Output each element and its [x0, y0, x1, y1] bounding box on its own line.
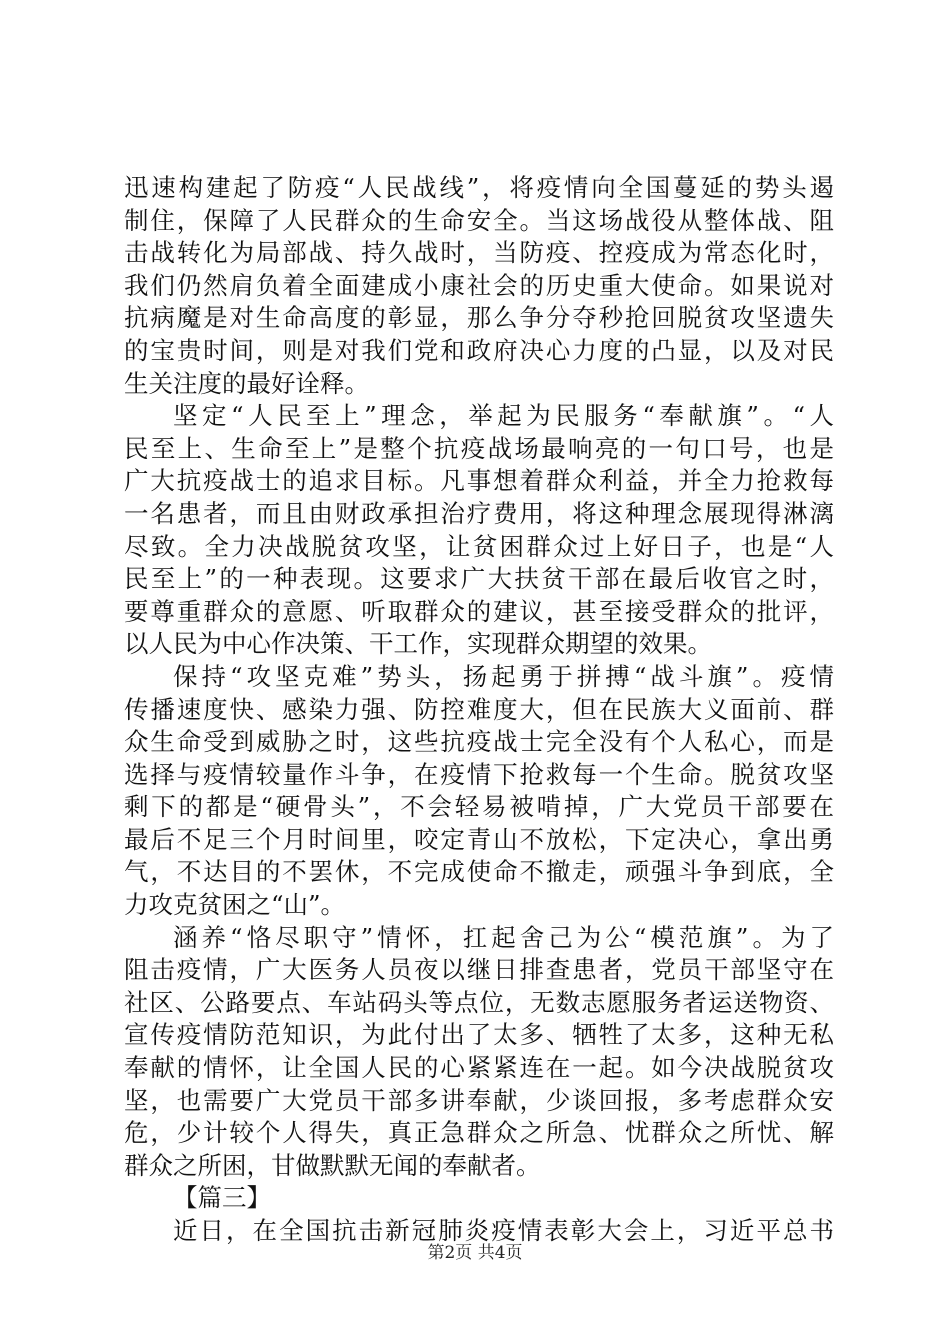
- text-line: 宣传疫情防范知识，为此付出了太多、牺牲了太多，这种无私: [124, 1020, 834, 1050]
- text-line: 近日，在全国抗击新冠肺炎疫情表彰大会上，习近平总书: [173, 1216, 834, 1245]
- text-line: 生关注度的最好诠释。: [124, 368, 369, 398]
- page-footer: 第2页 共4页: [427, 1243, 523, 1263]
- text-line: 抗病魔是对生命高度的彰显，那么争分夺秒抢回脱贫攻坚遗失: [124, 303, 834, 333]
- text-line: 力攻克贫困之“山”。: [124, 890, 346, 920]
- text-line: 社区、公路要点、车站码头等点位，无数志愿服务者运送物资、: [124, 987, 834, 1017]
- text-line: 要尊重群众的意愿、听取群众的建议，甚至接受群众的批评，: [124, 596, 834, 626]
- text-line: 气，不达目的不罢休，不完成使命不撤走，顽强斗争到底，全: [124, 857, 834, 887]
- text-line: 民至上”的一种表现。这要求广大扶贫干部在最后收官之时，: [124, 564, 834, 594]
- text-line: 群众之所困，甘做默默无闻的奉献者。: [124, 1150, 541, 1180]
- text-line: 迅速构建起了防疫“人民战线”，将疫情向全国蔓延的势头遏: [124, 173, 834, 202]
- text-line: 民至上、生命至上”是整个抗疫战场最响亮的一句口号，也是: [124, 433, 834, 463]
- text-line: 的宝贵时间，则是对我们党和政府决心力度的凸显，以及对民: [124, 335, 834, 365]
- text-line: 最后不足三个月时间里，咬定青山不放松，下定决心，拿出勇: [124, 824, 834, 854]
- text-line: 阻击疫情，广大医务人员夜以继日排查患者，党员干部坚守在: [124, 955, 834, 985]
- text-line: 制住，保障了人民群众的生命安全。当这场战役从整体战、阻: [124, 205, 834, 235]
- text-line: 传播速度快、感染力强、防控难度大，但在民族大义面前、群: [124, 694, 834, 724]
- text-line: 剩下的都是“硬骨头”，不会轻易被啃掉，广大党员干部要在: [124, 792, 834, 822]
- text-line: 保持“攻坚克难”势头，扬起勇于拼搏“战斗旗”。疫情: [173, 661, 834, 691]
- document-body: [124, 172, 834, 1248]
- text-line: 选择与疫情较量作斗争，在疫情下抢救每一个生命。脱贫攻坚: [124, 759, 834, 789]
- text-line: 坚，也需要广大党员干部多讲奉献，少谈回报，多考虑群众安: [124, 1085, 834, 1115]
- text-line: 一名患者，而且由财政承担治疗费用，将这种理念展现得淋漓: [124, 498, 834, 528]
- text-line: 尽致。全力决战脱贫攻坚，让贫困群众过上好日子，也是“人: [124, 531, 834, 561]
- text-line: 奉献的情怀，让全国人民的心紧紧连在一起。如今决战脱贫攻: [124, 1053, 834, 1083]
- text-line: 击战转化为局部战、持久战时，当防疫、控疫成为常态化时，: [124, 238, 834, 268]
- text-line: 涵养“恪尽职守”情怀，扛起舍己为公“模范旗”。为了: [173, 922, 834, 952]
- text-line: 广大抗疫战士的追求目标。凡事想着群众利益，并全力抢救每: [124, 466, 834, 496]
- text-line: 危，少计较个人得失，真正急群众之所急、忧群众之所忧、解: [124, 1118, 834, 1148]
- text-line: 以人民为中心作决策、干工作，实现群众期望的效果。: [124, 629, 712, 659]
- text-line: 坚定“人民至上”理念，举起为民服务“奉献旗”。“人: [173, 401, 834, 431]
- text-line: 众生命受到威胁之时，这些抗疫战士完全没有个人私心，而是: [124, 727, 834, 757]
- text-line: 【篇三】: [173, 1183, 271, 1213]
- text-line: 我们仍然肩负着全面建成小康社会的历史重大使命。如果说对: [124, 270, 834, 300]
